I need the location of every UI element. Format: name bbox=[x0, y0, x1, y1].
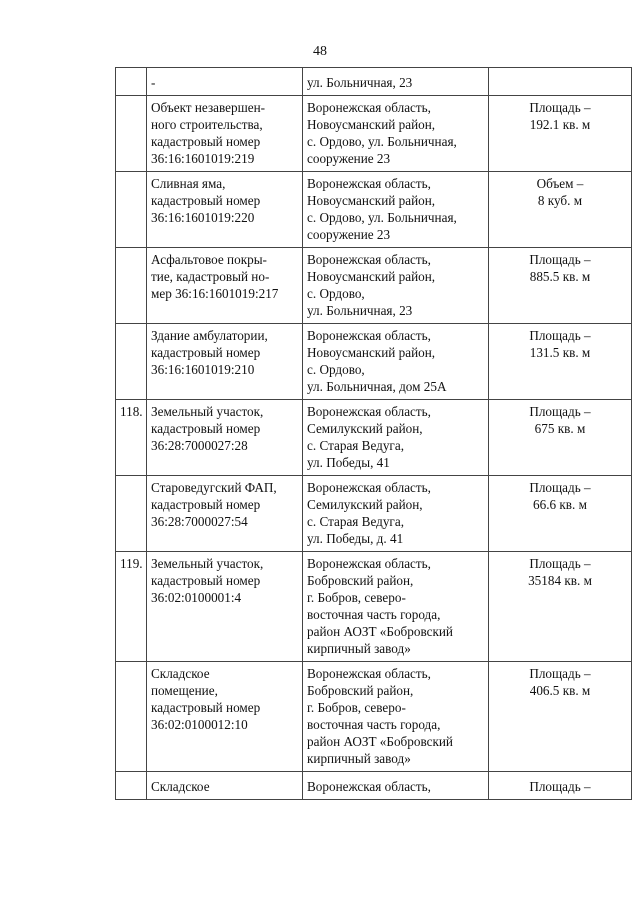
object-name-line: кадастровый номер bbox=[151, 497, 261, 512]
row-number-cell bbox=[116, 772, 147, 800]
address-line: Воронежская область, bbox=[307, 176, 431, 191]
object-name-line: Складское bbox=[151, 666, 210, 681]
row-number-cell bbox=[116, 68, 147, 96]
characteristic-line: Объем – bbox=[536, 176, 584, 191]
object-name-line: 36:02:0100012:10 bbox=[151, 717, 248, 732]
characteristic-line: 675 кв. м bbox=[534, 421, 586, 436]
table-row bbox=[116, 552, 632, 662]
characteristic-cell bbox=[489, 772, 632, 800]
address-line: ул. Больничная, дом 25А bbox=[307, 379, 447, 394]
address-line: Новоусманский район, bbox=[307, 193, 436, 208]
characteristic-cell bbox=[489, 400, 632, 476]
address-line: Новоусманский район, bbox=[307, 117, 436, 132]
object-name-line: 36:28:7000027:54 bbox=[151, 514, 248, 529]
address-cell bbox=[303, 172, 489, 248]
address-line: Новоусманский район, bbox=[307, 345, 436, 360]
object-name-line: 36:16:1601019:220 bbox=[151, 210, 255, 225]
characteristic-cell bbox=[489, 552, 632, 662]
object-name-line: ного строительства, bbox=[151, 117, 263, 132]
object-name-cell bbox=[147, 68, 303, 96]
characteristic-line: 131.5 кв. м bbox=[529, 345, 591, 360]
row-number-cell: 119. bbox=[116, 552, 147, 662]
characteristic-line: 885.5 кв. м bbox=[529, 269, 591, 284]
object-name-line: 36:28:7000027:28 bbox=[151, 438, 248, 453]
address-line: ул. Больничная, 23 bbox=[307, 303, 413, 318]
characteristic-cell bbox=[489, 248, 632, 324]
characteristic-line: Площадь – bbox=[529, 779, 591, 794]
address-cell bbox=[303, 772, 489, 800]
characteristic-line: Площадь – bbox=[529, 480, 591, 495]
table-row bbox=[116, 248, 632, 324]
address-cell bbox=[303, 476, 489, 552]
address-line: Бобровский район, bbox=[307, 683, 414, 698]
address-line: сооружение 23 bbox=[307, 227, 391, 242]
address-line: Воронежская область, bbox=[307, 480, 431, 495]
address-line: Воронежская область, bbox=[307, 252, 431, 267]
address-cell bbox=[303, 662, 489, 772]
object-name-line: Земельный участок, bbox=[151, 404, 264, 419]
object-name-cell bbox=[147, 248, 303, 324]
address-cell bbox=[303, 68, 489, 96]
characteristic-cell bbox=[489, 324, 632, 400]
characteristic-line: Площадь – bbox=[529, 666, 591, 681]
object-name-line: 36:16:1601019:210 bbox=[151, 362, 255, 377]
object-name-line: 36:16:1601019:219 bbox=[151, 151, 255, 166]
address-line: восточная часть города, bbox=[307, 717, 441, 732]
address-line: кирпичный завод» bbox=[307, 751, 411, 766]
address-line: Воронежская область, bbox=[307, 404, 431, 419]
characteristic-cell bbox=[489, 662, 632, 772]
characteristic-cell bbox=[489, 476, 632, 552]
table-row bbox=[116, 476, 632, 552]
address-line: Семилукский район, bbox=[307, 497, 423, 512]
address-line: кирпичный завод» bbox=[307, 641, 411, 656]
characteristic-line: Площадь – bbox=[529, 404, 591, 419]
address-line: Воронежская область, bbox=[307, 328, 431, 343]
object-name-line: помещение, bbox=[151, 683, 218, 698]
row-number-cell bbox=[116, 324, 147, 400]
address-line: Воронежская область, bbox=[307, 556, 431, 571]
row-number-cell: 118. bbox=[116, 400, 147, 476]
row-number-cell bbox=[116, 248, 147, 324]
address-cell bbox=[303, 552, 489, 662]
address-line: Новоусманский район, bbox=[307, 269, 436, 284]
object-name-line: кадастровый номер bbox=[151, 573, 261, 588]
object-name-line: - bbox=[151, 75, 156, 90]
object-name-cell bbox=[147, 662, 303, 772]
characteristic-line: 35184 кв. м bbox=[528, 573, 592, 588]
object-name-cell bbox=[147, 772, 303, 800]
table-row bbox=[116, 68, 632, 96]
address-cell bbox=[303, 400, 489, 476]
object-name-line: Объект незавершен- bbox=[151, 100, 266, 115]
object-name-line: кадастровый номер bbox=[151, 193, 261, 208]
address-line: Семилукский район, bbox=[307, 421, 423, 436]
object-name-line: тие, кадастровый но- bbox=[151, 269, 270, 284]
address-line: с. Старая Ведуга, bbox=[307, 438, 404, 453]
address-cell bbox=[303, 324, 489, 400]
characteristic-line: 192.1 кв. м bbox=[529, 117, 591, 132]
characteristic-line: Площадь – bbox=[529, 556, 591, 571]
characteristic-line: 8 куб. м bbox=[537, 193, 583, 208]
address-line: сооружение 23 bbox=[307, 151, 391, 166]
address-line: с. Ордово, ул. Больничная, bbox=[307, 210, 457, 225]
row-number-cell bbox=[116, 172, 147, 248]
address-line: восточная часть города, bbox=[307, 607, 441, 622]
object-name-line: кадастровый номер bbox=[151, 345, 261, 360]
address-line: с. Ордово, bbox=[307, 362, 365, 377]
characteristic-line: Площадь – bbox=[529, 252, 591, 267]
address-line: с. Ордово, bbox=[307, 286, 365, 301]
registry-table-body bbox=[116, 68, 632, 800]
table-row bbox=[116, 662, 632, 772]
page-number: 48 bbox=[313, 44, 327, 59]
characteristic-cell bbox=[489, 96, 632, 172]
address-cell bbox=[303, 96, 489, 172]
object-name-cell bbox=[147, 96, 303, 172]
address-cell bbox=[303, 248, 489, 324]
object-name-cell bbox=[147, 324, 303, 400]
object-name-line: Здание амбулатории, bbox=[151, 328, 268, 343]
address-line: Воронежская область, bbox=[307, 666, 431, 681]
object-name-line: 36:02:0100001:4 bbox=[151, 590, 242, 605]
address-line: район АОЗТ «Бобровский bbox=[307, 624, 453, 639]
table-row bbox=[116, 400, 632, 476]
table-row bbox=[116, 96, 632, 172]
address-line: г. Бобров, северо- bbox=[307, 590, 406, 605]
object-name-cell bbox=[147, 552, 303, 662]
object-name-line: Земельный участок, bbox=[151, 556, 264, 571]
object-name-line: Староведугский ФАП, bbox=[151, 480, 277, 495]
characteristic-line: 66.6 кв. м bbox=[533, 497, 587, 512]
row-number-cell bbox=[116, 476, 147, 552]
row-number-cell bbox=[116, 662, 147, 772]
address-line: ул. Больничная, 23 bbox=[307, 75, 413, 90]
object-name-cell bbox=[147, 476, 303, 552]
table-row bbox=[116, 172, 632, 248]
address-line: Воронежская область, bbox=[307, 779, 431, 794]
characteristic-cell bbox=[489, 68, 632, 96]
address-line: Бобровский район, bbox=[307, 573, 414, 588]
object-name-line: кадастровый номер bbox=[151, 700, 261, 715]
address-line: г. Бобров, северо- bbox=[307, 700, 406, 715]
characteristic-cell bbox=[489, 172, 632, 248]
address-line: с. Старая Ведуга, bbox=[307, 514, 404, 529]
characteristic-line: Площадь – bbox=[529, 328, 591, 343]
object-name-line: кадастровый номер bbox=[151, 421, 261, 436]
object-name-cell bbox=[147, 400, 303, 476]
address-line: с. Ордово, ул. Больничная, bbox=[307, 134, 457, 149]
table-row bbox=[116, 324, 632, 400]
property-registry-table bbox=[115, 67, 632, 800]
object-name-line: Сливная яма, bbox=[151, 176, 226, 191]
object-name-cell bbox=[147, 172, 303, 248]
address-line: ул. Победы, д. 41 bbox=[307, 531, 404, 546]
object-name-line: Складское bbox=[151, 779, 210, 794]
address-line: район АОЗТ «Бобровский bbox=[307, 734, 453, 749]
address-line: Воронежская область, bbox=[307, 100, 431, 115]
address-line: ул. Победы, 41 bbox=[307, 455, 390, 470]
characteristic-line: Площадь – bbox=[529, 100, 591, 115]
object-name-line: мер 36:16:1601019:217 bbox=[151, 286, 279, 301]
object-name-line: кадастровый номер bbox=[151, 134, 261, 149]
row-number-cell bbox=[116, 96, 147, 172]
object-name-line: Асфальтовое покры- bbox=[151, 252, 267, 267]
characteristic-line: 406.5 кв. м bbox=[529, 683, 591, 698]
table-row bbox=[116, 772, 632, 800]
